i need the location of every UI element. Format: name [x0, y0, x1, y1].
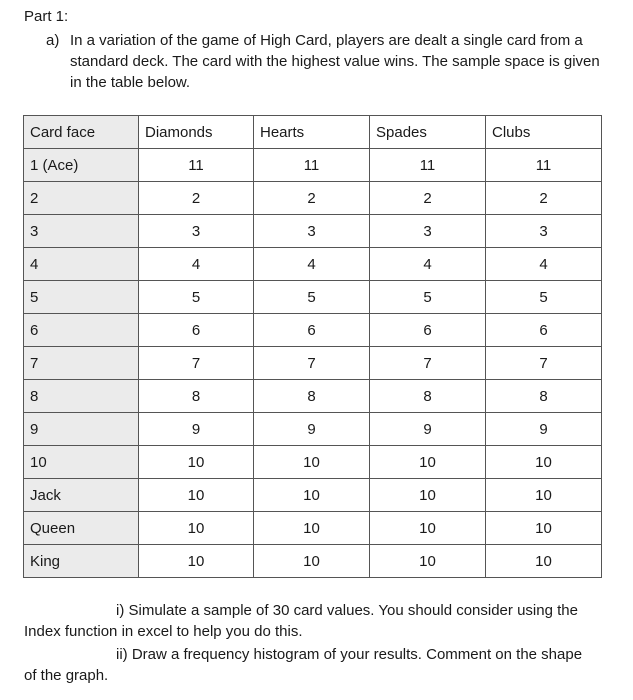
card-face-cell: 9 [24, 413, 139, 446]
card-value-cell: 4 [370, 248, 486, 281]
card-value-cell: 9 [254, 413, 370, 446]
card-value-cell: 11 [486, 149, 602, 182]
card-face-cell: 2 [24, 182, 139, 215]
card-value-cell: 4 [139, 248, 254, 281]
card-value-cell: 3 [370, 215, 486, 248]
card-face-cell: 5 [24, 281, 139, 314]
card-value-cell: 10 [486, 512, 602, 545]
card-value-cell: 2 [139, 182, 254, 215]
card-value-cell: 7 [370, 347, 486, 380]
table-row [24, 215, 602, 248]
question-marker: a) [46, 32, 60, 49]
table-body [24, 149, 602, 578]
card-face-cell: Jack [24, 479, 139, 512]
subquestion-i-line1: i) Simulate a sample of 30 card values. You should consider using the [116, 602, 578, 619]
card-value-cell: 5 [370, 281, 486, 314]
header-diamonds: Diamonds [139, 116, 254, 149]
table-row [24, 380, 602, 413]
card-value-cell: 11 [370, 149, 486, 182]
card-value-cell: 10 [254, 446, 370, 479]
card-value-cell: 10 [139, 512, 254, 545]
subquestion-ii-line1: ii) Draw a frequency histogram of your results. Comment on the shape [116, 646, 583, 663]
card-value-cell: 10 [139, 479, 254, 512]
card-value-cell: 10 [254, 512, 370, 545]
table-row [24, 512, 602, 545]
card-value-cell: 2 [254, 182, 370, 215]
card-value-cell: 10 [254, 479, 370, 512]
card-value-cell: 2 [370, 182, 486, 215]
card-value-cell: 7 [254, 347, 370, 380]
sample-space-table [23, 115, 602, 578]
card-value-cell: 8 [254, 380, 370, 413]
card-value-cell: 9 [370, 413, 486, 446]
part-title: Part 1: [24, 8, 69, 25]
card-face-cell: 4 [24, 248, 139, 281]
card-value-cell: 7 [486, 347, 602, 380]
card-value-cell: 10 [370, 545, 486, 578]
card-value-cell: 6 [254, 314, 370, 347]
card-value-cell: 7 [139, 347, 254, 380]
question-a [46, 30, 606, 93]
card-value-cell: 3 [254, 215, 370, 248]
table-row [24, 446, 602, 479]
card-value-cell: 11 [254, 149, 370, 182]
card-face-cell: Queen [24, 512, 139, 545]
table-row [24, 248, 602, 281]
subquestion-i-line2: Index function in excel to help you do this. [24, 623, 303, 640]
card-value-cell: 5 [139, 281, 254, 314]
question-text: In a variation of the game of High Card, players are dealt a single card from a standard deck. The card with the highest value wins. The sample space is given in the table below. [70, 32, 600, 91]
card-face-cell: 7 [24, 347, 139, 380]
card-value-cell: 10 [370, 479, 486, 512]
card-face-cell: 1 (Ace) [24, 149, 139, 182]
card-value-cell: 8 [486, 380, 602, 413]
card-value-cell: 10 [486, 545, 602, 578]
table-row [24, 182, 602, 215]
card-value-cell: 10 [486, 446, 602, 479]
table-header-row [24, 116, 602, 149]
card-face-cell: 3 [24, 215, 139, 248]
subquestion-ii-line2: of the graph. [24, 667, 109, 684]
card-value-cell: 6 [486, 314, 602, 347]
card-value-cell: 3 [139, 215, 254, 248]
table-row [24, 149, 602, 182]
card-face-cell: King [24, 545, 139, 578]
table-row [24, 479, 602, 512]
header-hearts: Hearts [254, 116, 370, 149]
table-row [24, 545, 602, 578]
card-value-cell: 10 [139, 545, 254, 578]
card-face-cell: 8 [24, 380, 139, 413]
card-value-cell: 4 [254, 248, 370, 281]
table-row [24, 314, 602, 347]
card-value-cell: 3 [486, 215, 602, 248]
header-card-face: Card face [24, 116, 139, 149]
card-value-cell: 10 [370, 512, 486, 545]
card-value-cell: 6 [370, 314, 486, 347]
card-value-cell: 10 [370, 446, 486, 479]
header-spades: Spades [370, 116, 486, 149]
card-value-cell: 10 [139, 446, 254, 479]
card-value-cell: 2 [486, 182, 602, 215]
card-value-cell: 8 [139, 380, 254, 413]
card-value-cell: 5 [486, 281, 602, 314]
card-value-cell: 6 [139, 314, 254, 347]
table-row [24, 281, 602, 314]
card-value-cell: 8 [370, 380, 486, 413]
subquestion-ii [24, 644, 614, 686]
table-row [24, 413, 602, 446]
card-value-cell: 10 [254, 545, 370, 578]
card-face-cell: 10 [24, 446, 139, 479]
table-row [24, 347, 602, 380]
card-value-cell: 4 [486, 248, 602, 281]
card-value-cell: 11 [139, 149, 254, 182]
subquestion-i [24, 600, 614, 642]
card-value-cell: 9 [486, 413, 602, 446]
card-value-cell: 9 [139, 413, 254, 446]
header-clubs: Clubs [486, 116, 602, 149]
card-value-cell: 5 [254, 281, 370, 314]
card-value-cell: 10 [486, 479, 602, 512]
card-face-cell: 6 [24, 314, 139, 347]
